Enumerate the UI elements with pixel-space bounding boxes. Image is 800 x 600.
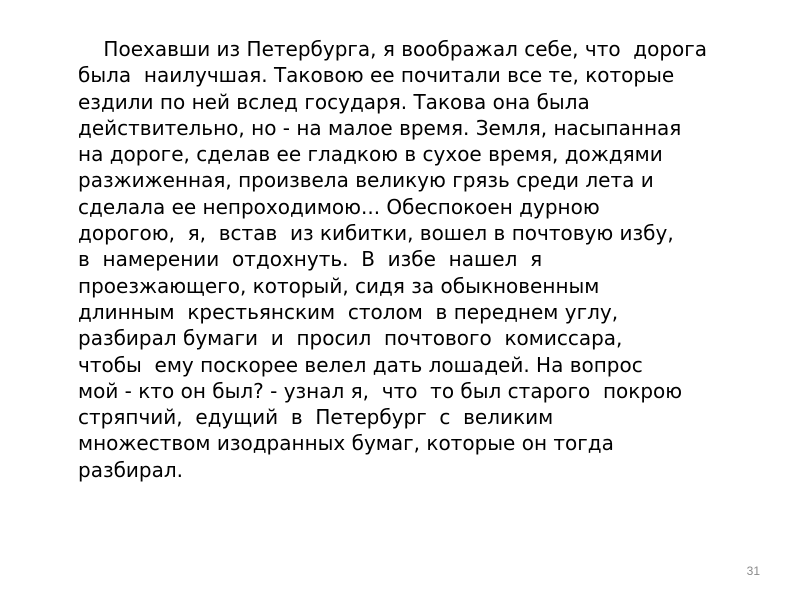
text-line: чтобы ему поскорее велел дать лошадей. На вопрос [78, 352, 643, 377]
text-line: длинным крестьянским столом в переднем углу, [78, 299, 619, 324]
text-line: действительно, но - на малое время. Земля, насыпанная [78, 115, 682, 140]
slide-number: 31 [746, 564, 760, 578]
text-line: разбирал бумаги и просил почтового комиссара, [78, 326, 623, 351]
text-line: ездили по ней вслед государя. Такова она была [78, 89, 590, 114]
text-line: дорогою, я, встав из кибитки, вошел в почтовую избу, [78, 221, 674, 246]
text-line: разжиженная, произвела великую грязь среди лета и [78, 168, 654, 193]
text-line: множеством изодранных бумаг, которые он тогда [78, 431, 614, 456]
text-line: проезжающего, который, сидя за обыкновенным [78, 273, 600, 298]
text-line: сделала ее непроходимою... Обеспокоен дурною [78, 194, 600, 219]
text-line: мой - кто он был? - узнал я, что то был старого покрою [78, 378, 683, 403]
body-text [78, 36, 778, 483]
text-line: на дороге, сделав ее гладкою в сухое время, дождями [78, 142, 663, 167]
text-line: была наилучшая. Таковою ее почитали все те, которые [78, 63, 675, 88]
text-line: в намерении отдохнуть. В избе нашел я [78, 247, 543, 272]
text-line: стряпчий, едущий в Петербург с великим [78, 405, 554, 430]
text-line: Поехавши из Петербурга, я воображал себе, что дорога [78, 37, 708, 61]
text-line: разбирал. [78, 457, 184, 482]
